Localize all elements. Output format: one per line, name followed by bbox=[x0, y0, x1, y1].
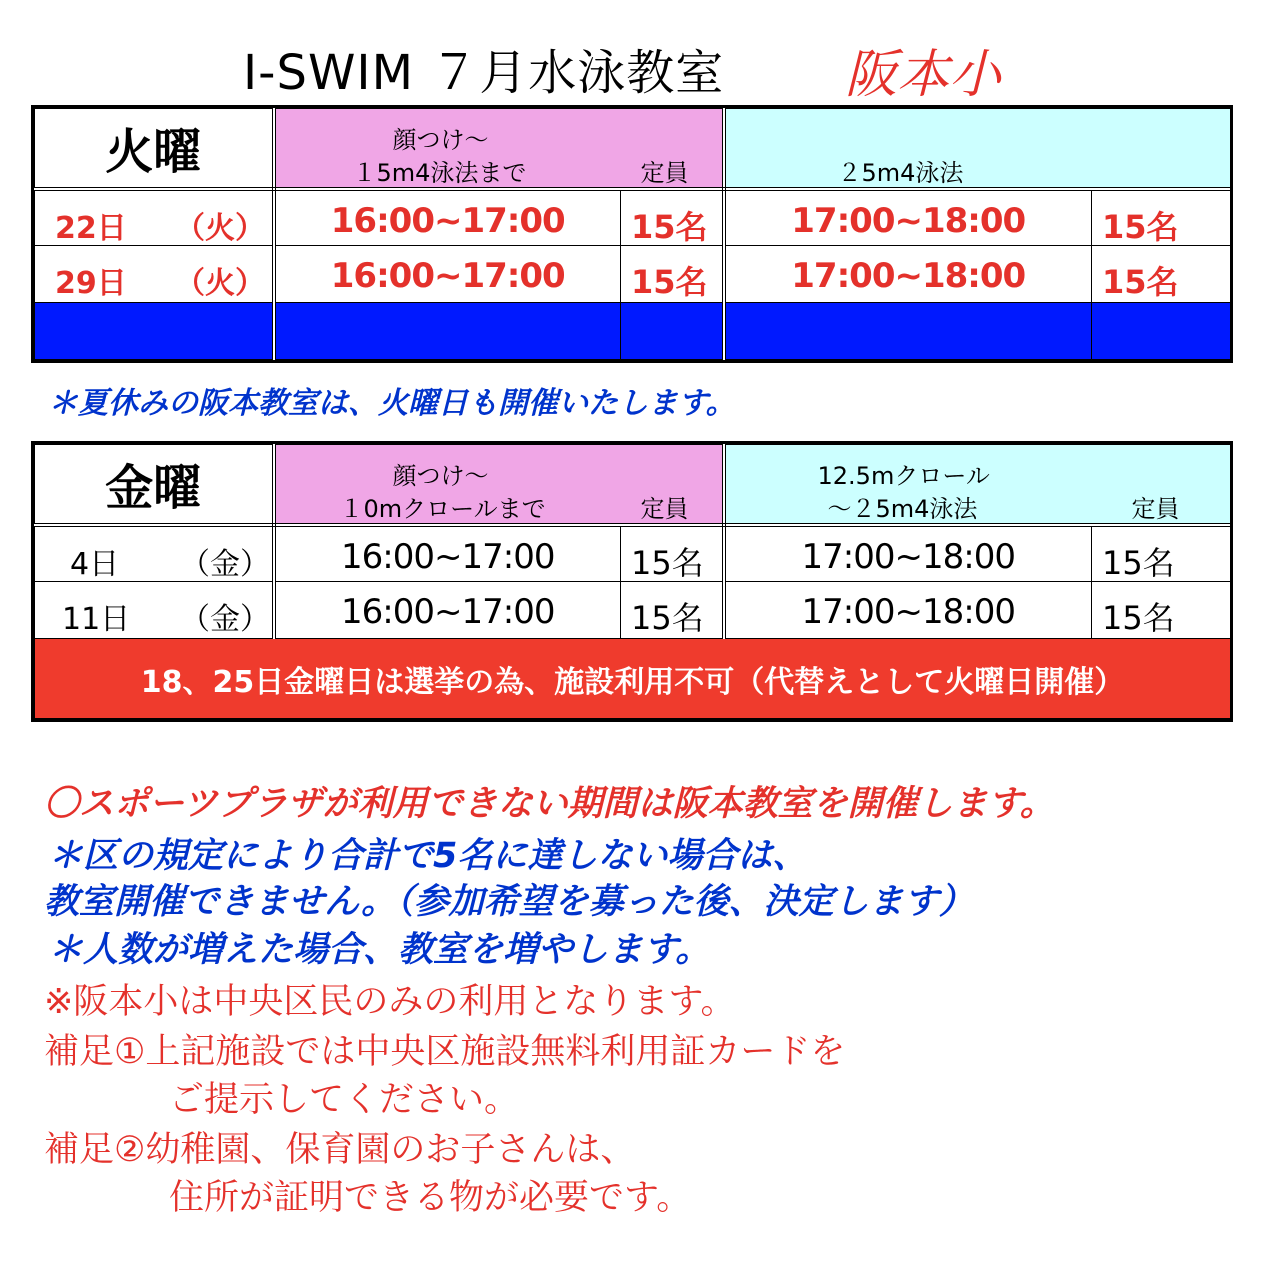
day-label: 火曜 bbox=[35, 109, 274, 189]
capacity-header: 定員 bbox=[1131, 495, 1180, 523]
time-cell: 16:00~17:00 bbox=[341, 592, 555, 632]
capacity-cell: 15名 bbox=[1102, 207, 1179, 246]
residents-note: ※阪本小は中央区民のみの利用となります。 bbox=[44, 982, 736, 1022]
capacity-cell: 15名 bbox=[1102, 599, 1175, 637]
course1-header bbox=[274, 109, 724, 189]
time-cell: 17:00~18:00 bbox=[801, 592, 1015, 632]
table-header-row bbox=[35, 445, 1231, 525]
course2-header bbox=[724, 445, 1231, 525]
supplement1-line2: ご提示してください。 bbox=[169, 1080, 520, 1120]
table-row bbox=[35, 189, 1231, 246]
course1-header-line2: １0mクロールまで bbox=[339, 495, 546, 523]
capacity-cell: 15名 bbox=[631, 207, 708, 246]
notice-row bbox=[35, 639, 1231, 719]
title-school: 阪本小 bbox=[845, 45, 1002, 105]
title-main: I-SWIM ７月水泳教室 bbox=[243, 45, 725, 101]
table-header-row bbox=[35, 109, 1231, 189]
table-row bbox=[35, 525, 1231, 582]
date-cell: 11日 bbox=[62, 602, 131, 637]
course1-header-line2: １5m4泳法まで bbox=[352, 159, 527, 187]
time-cell: 16:00~17:00 bbox=[341, 536, 555, 577]
weekday-cell: （火） bbox=[175, 266, 265, 301]
supplement2-line2: 住所が証明できる物が必要です。 bbox=[169, 1178, 692, 1218]
day-label: 金曜 bbox=[35, 445, 274, 525]
course1-header bbox=[274, 445, 724, 525]
capacity-cell: 15名 bbox=[631, 263, 708, 301]
date-cell: 4日 bbox=[70, 546, 120, 582]
date-cell: 22日 bbox=[55, 210, 127, 246]
course2-header-line1: 12.5mクロール bbox=[817, 462, 990, 490]
weekday-cell: （金） bbox=[180, 546, 270, 582]
tuesday-schedule-table bbox=[31, 105, 1233, 363]
sports-plaza-note: 〇スポーツプラザが利用できない期間は阪本教室を開催します。 bbox=[44, 784, 1055, 824]
capacity-cell: 15名 bbox=[1102, 263, 1179, 301]
course1-header-line1: 顔つけ～ bbox=[392, 462, 489, 490]
capacity-header: 定員 bbox=[640, 495, 689, 523]
weekday-cell: （金） bbox=[180, 602, 270, 637]
supplement2-line1: 補足②幼稚園、保育園のお子さんは、 bbox=[44, 1130, 636, 1170]
supplement1-line1: 補足①上記施設では中央区施設無料利用証カードを bbox=[44, 1032, 846, 1072]
summer-note: ＊夏休みの阪本教室は、火曜日も開催いたします。 bbox=[48, 386, 736, 421]
table-row bbox=[35, 582, 1231, 639]
time-cell: 17:00~18:00 bbox=[801, 536, 1015, 577]
increase-note: ＊人数が増えた場合、教室を増やします。 bbox=[48, 930, 711, 970]
time-cell: 16:00~17:00 bbox=[330, 200, 565, 241]
capacity-cell: 15名 bbox=[631, 543, 704, 582]
course2-header-text: ２5m4泳法 bbox=[837, 159, 964, 187]
time-cell: 16:00~17:00 bbox=[330, 256, 565, 296]
page-title bbox=[0, 28, 1275, 108]
date-cell: 29日 bbox=[55, 266, 127, 301]
blue-empty-row bbox=[35, 303, 1231, 360]
table-row bbox=[35, 246, 1231, 303]
friday-schedule-table bbox=[31, 441, 1233, 722]
rule-note-line2: 教室開催できません。（参加希望を募った後、決定します） bbox=[44, 882, 974, 922]
rule-note-line1: ＊区の規定により合計で5名に達しない場合は、 bbox=[48, 836, 808, 876]
capacity-cell: 15名 bbox=[631, 599, 704, 637]
course2-header-line2: ～２5m4泳法 bbox=[827, 495, 978, 523]
time-cell: 17:00~18:00 bbox=[791, 200, 1026, 241]
weekday-cell: （火） bbox=[175, 210, 265, 246]
election-notice: 18、25日金曜日は選挙の為、施設利用不可（代替えとして火曜日開催） bbox=[35, 639, 1231, 719]
course1-header-line1: 顔つけ～ bbox=[392, 126, 489, 154]
course2-header bbox=[724, 109, 1231, 189]
capacity-cell: 15名 bbox=[1102, 543, 1175, 582]
capacity-header: 定員 bbox=[640, 159, 689, 187]
time-cell: 17:00~18:00 bbox=[791, 256, 1026, 296]
